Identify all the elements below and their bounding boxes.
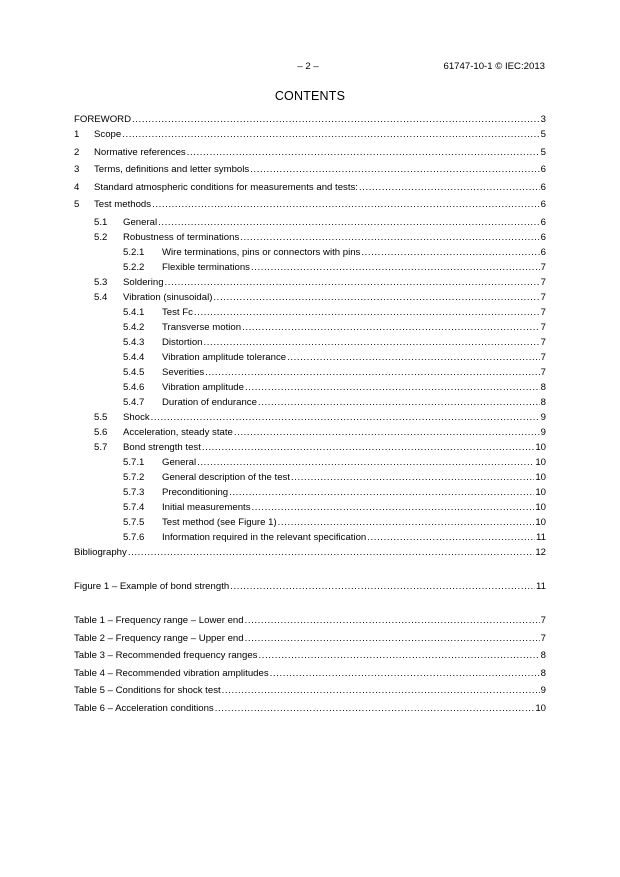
toc-entry[interactable] (74, 545, 546, 560)
toc-page: 12 (535, 546, 546, 558)
toc-number: 5.4.2 (123, 321, 145, 333)
toc-entry[interactable] (74, 410, 546, 425)
toc-entry[interactable] (74, 230, 546, 245)
toc-label: Vibration (sinusoidal) (123, 291, 213, 303)
toc-number: 5.4 (94, 291, 108, 303)
toc-entry[interactable] (74, 470, 546, 485)
toc-page: 7 (540, 366, 546, 378)
toc-entry[interactable] (74, 485, 546, 500)
toc-page: 10 (535, 456, 546, 468)
toc-number: 5.4.4 (123, 351, 145, 363)
page-header (0, 61, 620, 75)
figure-page: 11 (536, 581, 546, 592)
toc-label: Soldering (123, 276, 164, 288)
toc-entry[interactable] (74, 305, 546, 320)
table-label: Table 2 – Frequency range – Upper end (74, 632, 244, 644)
toc-number: 5.3 (94, 276, 108, 288)
toc-entry[interactable] (74, 530, 546, 545)
toc-entry[interactable] (74, 180, 546, 195)
figure-label: Figure 1 – Example of bond strength (74, 581, 230, 592)
toc-number: 5.4.3 (123, 336, 145, 348)
toc-label: Test methods (94, 199, 152, 210)
toc-number: 5.7.4 (123, 501, 145, 513)
toc-label: Flexible terminations (162, 261, 250, 273)
toc-number: 5 (74, 199, 80, 210)
toc-page: 6 (540, 231, 546, 243)
table-entry[interactable] (74, 613, 546, 631)
toc-page: 5 (540, 146, 546, 158)
toc-number: 3 (74, 164, 80, 175)
toc-page: 7 (540, 321, 546, 333)
toc-page: 10 (535, 516, 546, 528)
toc-entry[interactable] (74, 260, 546, 275)
toc-page: 9 (540, 426, 546, 438)
table-page: 9 (540, 685, 546, 696)
toc-page: 6 (540, 199, 546, 210)
toc-entry[interactable] (74, 215, 546, 230)
toc-label: General description of the test (162, 471, 290, 483)
toc-label: Distortion (162, 336, 203, 348)
toc-page: 10 (535, 471, 546, 483)
toc-number: 5.7.6 (123, 531, 145, 543)
toc-number: 5.7 (94, 441, 108, 453)
toc-label: Vibration amplitude (162, 381, 244, 393)
toc-label: General (162, 456, 197, 468)
toc-page: 7 (540, 351, 546, 363)
toc-label: FOREWORD (74, 114, 132, 125)
toc-label: Initial measurements (162, 501, 251, 513)
figures-list (74, 579, 546, 594)
toc-number: 5.7.2 (123, 471, 145, 483)
toc-label: Scope (94, 129, 122, 140)
table-label: Table 4 – Recommended vibration amplitudes (74, 667, 269, 679)
toc-label: Information required in the relevant specification (162, 531, 367, 543)
toc-entry[interactable] (74, 245, 546, 260)
toc-number: 5.4.7 (123, 396, 145, 408)
toc-page: 3 (540, 114, 546, 125)
toc-number: 5.2.1 (123, 246, 145, 258)
toc-number: 5.4.5 (123, 366, 145, 378)
document-reference: 61747-10-1 © IEC:2013 (443, 61, 545, 72)
toc-page: 7 (540, 276, 546, 288)
toc-entry[interactable] (74, 112, 546, 127)
table-entry[interactable] (74, 666, 546, 684)
toc-page: 7 (540, 261, 546, 273)
toc-page: 11 (536, 531, 546, 543)
toc-label: Wire terminations, pins or connectors with pins (162, 246, 361, 258)
table-entry[interactable] (74, 683, 546, 701)
toc-entry[interactable] (74, 515, 546, 530)
toc-number: 4 (74, 181, 80, 193)
table-entry[interactable] (74, 631, 546, 649)
toc-entry[interactable] (74, 395, 546, 410)
toc-label: Duration of endurance (162, 396, 257, 408)
figure-entry[interactable] (74, 579, 546, 594)
contents-title: CONTENTS (274, 89, 346, 103)
toc-entry[interactable] (74, 320, 546, 335)
toc-label: Test method (see Figure 1) (162, 516, 277, 528)
table-page: 10 (535, 702, 546, 714)
toc-entry[interactable] (74, 335, 546, 350)
toc-label: Bibliography (74, 546, 127, 558)
toc-label: Vibration amplitude tolerance (162, 351, 287, 363)
toc-entry[interactable] (74, 365, 546, 380)
toc-label: Terms, definitions and letter symbols (94, 164, 250, 175)
toc-number: 5.5 (94, 411, 108, 423)
toc-page: 5 (540, 129, 546, 140)
toc-page: 6 (540, 181, 546, 193)
toc-page: 6 (540, 246, 546, 258)
toc-entry[interactable] (74, 350, 546, 365)
toc-page: 7 (540, 291, 546, 303)
toc-page: 10 (535, 501, 546, 513)
toc-entry[interactable] (74, 290, 546, 305)
toc-page: 10 (535, 486, 546, 498)
tables-list (74, 613, 546, 718)
toc-number: 5.4.6 (123, 381, 145, 393)
table-page: 7 (540, 632, 546, 644)
toc-entry[interactable] (74, 162, 546, 177)
toc-entry[interactable] (74, 380, 546, 395)
table-page: 7 (540, 615, 546, 626)
toc-number: 5.2.2 (123, 261, 145, 273)
toc-page: 8 (540, 381, 546, 393)
toc-label: Acceleration, steady state (123, 426, 233, 438)
toc-number: 5.7.1 (123, 456, 145, 468)
toc-page: 8 (540, 396, 546, 408)
toc-label: Robustness of terminations (123, 231, 240, 243)
table-page: 8 (540, 650, 546, 661)
toc-number: 5.4.1 (123, 306, 145, 318)
toc-page: 6 (540, 164, 546, 175)
toc-entry[interactable] (74, 127, 546, 142)
table-label: Table 3 – Recommended frequency ranges (74, 650, 258, 661)
table-entry[interactable] (74, 701, 546, 719)
table-entry[interactable] (74, 648, 546, 666)
toc-entry[interactable] (74, 145, 546, 160)
toc-entry[interactable] (74, 500, 546, 515)
toc-label: Normative references (94, 146, 186, 158)
toc-number: 5.2 (94, 231, 108, 243)
toc-entry[interactable] (74, 455, 546, 470)
toc-label: Bond strength test (123, 441, 201, 453)
toc-number: 2 (74, 146, 80, 158)
table-page: 8 (540, 667, 546, 679)
toc-number: 5.1 (94, 216, 108, 228)
toc-label: Standard atmospheric conditions for measurements and tests: (94, 181, 358, 193)
toc-entry[interactable] (74, 425, 546, 440)
toc-number: 1 (74, 129, 80, 140)
toc-page: 7 (540, 336, 546, 348)
toc-number: 5.6 (94, 426, 108, 438)
toc-label: Test Fc (162, 306, 193, 318)
toc-label: Preconditioning (162, 486, 229, 498)
toc-list (74, 112, 546, 560)
toc-label: Transverse motion (162, 321, 242, 333)
toc-label: General (123, 216, 158, 228)
toc-entry[interactable] (74, 440, 546, 455)
toc-number: 5.7.3 (123, 486, 145, 498)
toc-page: 10 (535, 441, 546, 453)
table-label: Table 5 – Conditions for shock test (74, 685, 221, 696)
table-label: Table 1 – Frequency range – Lower end (74, 615, 244, 626)
toc-page: 7 (540, 306, 546, 318)
toc-page: 9 (540, 411, 546, 423)
page-number: – 2 – (297, 61, 319, 72)
table-label: Table 6 – Acceleration conditions (74, 702, 214, 714)
toc-label: Shock (123, 411, 150, 423)
toc-entry[interactable] (74, 275, 546, 290)
toc-entry[interactable] (74, 197, 546, 212)
toc-number: 5.7.5 (123, 516, 145, 528)
toc-label: Severities (162, 366, 205, 378)
toc-page: 6 (540, 216, 546, 228)
